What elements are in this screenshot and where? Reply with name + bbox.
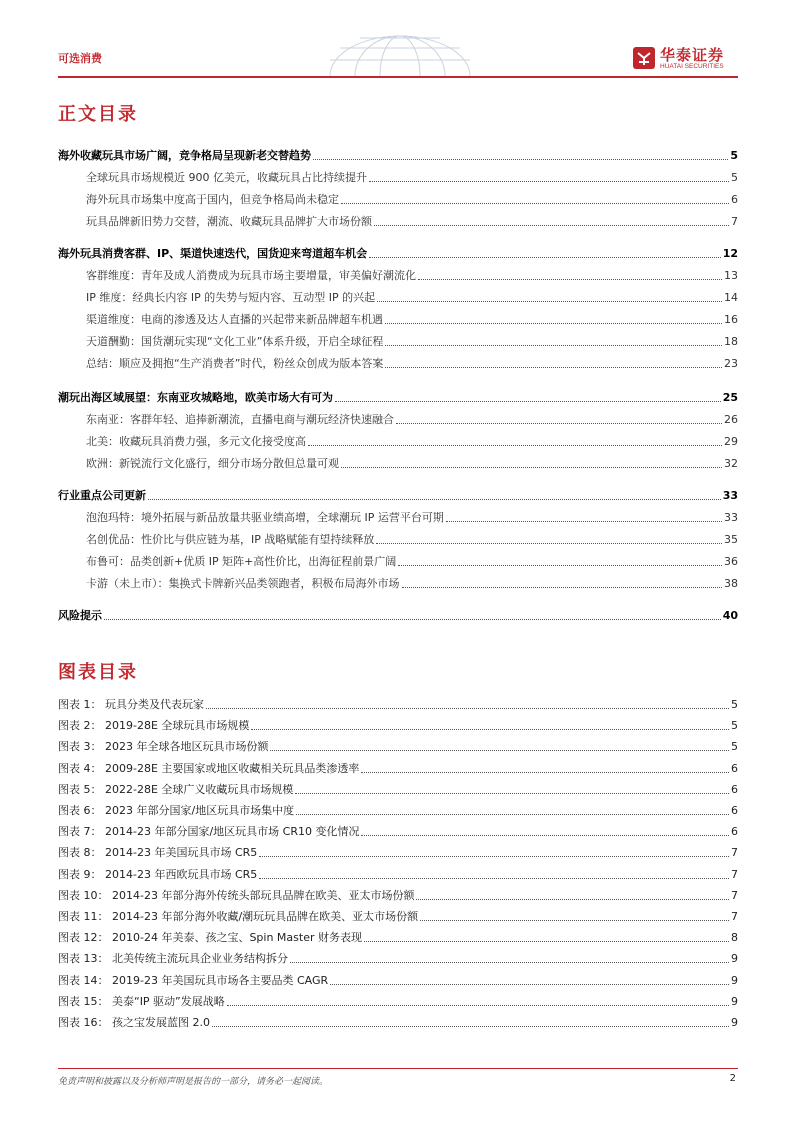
- figure-entry-text[interactable]: 图表 7： 2014-23 年部分国家/地区玩具市场 CR10 变化情况: [58, 825, 360, 839]
- figure-entry-page[interactable]: 5: [731, 698, 738, 711]
- toc-chapter-text[interactable]: 行业重点公司更新: [58, 489, 146, 502]
- toc-section-page[interactable]: 13: [724, 269, 738, 282]
- dot-leader: [385, 345, 722, 346]
- toc-chapter-text[interactable]: 风险提示: [58, 609, 102, 622]
- figure-entry[interactable]: [58, 799, 738, 819]
- toc-chapter-page[interactable]: 25: [722, 391, 738, 404]
- toc-section-page[interactable]: 6: [731, 193, 738, 206]
- dot-leader: [420, 920, 729, 921]
- footer-disclaimer: 免责声明和披露以及分析师声明是报告的一部分，请务必一起阅读。: [58, 1077, 329, 1087]
- dot-leader: [377, 301, 722, 302]
- figure-entry-text[interactable]: 图表 3： 2023 年全球各地区玩具市场份额: [58, 740, 269, 754]
- toc-chapter-text[interactable]: 潮玩出海区域展望：东南亚攻城略地，欧美市场大有可为: [58, 391, 333, 404]
- dot-leader: [212, 1026, 729, 1027]
- toc-section-text[interactable]: 布鲁可：品类创新+优质 IP 矩阵+高性价比，出海征程前景广阔: [86, 555, 397, 568]
- dot-leader: [313, 159, 728, 160]
- dot-leader: [361, 772, 729, 773]
- figure-entry[interactable]: [58, 757, 738, 777]
- toc-section-text[interactable]: 渠道维度：电商的渗透及达人直播的兴起带来新品牌超车机遇: [86, 313, 383, 326]
- dot-leader: [330, 984, 729, 985]
- dot-leader: [369, 257, 721, 258]
- dot-leader: [270, 750, 729, 751]
- toc-section-page[interactable]: 33: [724, 511, 738, 524]
- toc-section-page[interactable]: 38: [724, 577, 738, 590]
- figure-entry[interactable]: [58, 905, 738, 925]
- toc-section-page[interactable]: 23: [724, 357, 738, 370]
- figure-entry-text[interactable]: 图表 2： 2019-28E 全球玩具市场规模: [58, 719, 250, 733]
- figure-entry[interactable]: [58, 884, 738, 904]
- figure-entry[interactable]: [58, 714, 738, 734]
- toc-chapter[interactable]: [58, 604, 738, 624]
- figure-entry-page[interactable]: 7: [731, 867, 738, 881]
- toc-chapter-page[interactable]: 40: [722, 609, 738, 622]
- figure-entry-text[interactable]: 图表 13： 北美传统主流玩具企业业务结构拆分: [58, 952, 288, 966]
- toc-chapter-page[interactable]: 12: [722, 247, 738, 260]
- footer-divider: [58, 1068, 738, 1069]
- figure-entry[interactable]: [58, 926, 738, 946]
- toc-section-text[interactable]: 海外玩具市场集中度高于国内，但竞争格局尚未稳定: [86, 193, 339, 206]
- toc-section-text[interactable]: 名创优品：性价比与供应链为基，IP 战略赋能有望持续释放: [86, 533, 375, 546]
- brand-subtitle: HUATAI SECURITIES: [660, 63, 724, 70]
- dot-leader: [361, 835, 729, 836]
- dot-leader: [341, 203, 729, 204]
- figure-entry[interactable]: [58, 990, 738, 1010]
- dot-leader: [398, 565, 722, 566]
- toc-chapter-text[interactable]: 海外玩具消费客群、IP、渠道快速迭代，国货迎来弯道超车机会: [58, 247, 368, 260]
- figure-entry[interactable]: [58, 863, 738, 883]
- toc-section-text[interactable]: 泡泡玛特：境外拓展与新品放量共驱业绩高增，全球潮玩 IP 运营平台可期: [86, 511, 444, 524]
- toc-chapter-text[interactable]: 海外收藏玩具市场广阔，竞争格局呈现新老交替趋势: [58, 149, 311, 162]
- dot-leader: [369, 181, 729, 182]
- figure-entry[interactable]: [58, 841, 738, 861]
- dot-leader: [296, 814, 729, 815]
- toc-section-text[interactable]: IP 维度：经典长内容 IP 的失势与短内容、互动型 IP 的兴起: [86, 291, 376, 304]
- header-divider: [58, 76, 738, 78]
- toc-section[interactable]: [86, 210, 738, 230]
- figure-entry-page[interactable]: 6: [731, 804, 738, 817]
- toc-section[interactable]: [86, 330, 738, 350]
- dot-leader: [396, 423, 722, 424]
- figure-entry-page[interactable]: 9: [731, 1016, 738, 1029]
- figure-entry-text[interactable]: 图表 14： 2019-23 年美国玩具市场各主要品类 CAGR: [58, 973, 329, 987]
- toc-section-text[interactable]: 玩具品牌新旧势力交替，潮流、收藏玩具品牌扩大市场份额: [86, 215, 372, 228]
- toc-section[interactable]: [86, 352, 738, 372]
- dot-leader: [385, 367, 722, 368]
- dot-leader: [341, 467, 722, 468]
- toc-section[interactable]: [86, 408, 738, 428]
- figure-entry-text[interactable]: 图表 16： 孩之宝发展蓝图 2.0: [58, 1016, 210, 1029]
- toc-section-text[interactable]: 总结：顺应及拥抱“生产消费者”时代，粉丝众创成为版本答案: [86, 357, 384, 370]
- toc-section-page[interactable]: 29: [724, 435, 738, 448]
- toc-section[interactable]: [86, 286, 738, 306]
- dot-leader: [385, 323, 722, 324]
- toc-chapter[interactable]: [58, 386, 738, 406]
- toc-section[interactable]: [86, 550, 738, 570]
- figures-title: 图表目录: [58, 662, 138, 683]
- huatai-logo-icon: [632, 46, 656, 70]
- toc-chapter-page[interactable]: 33: [722, 489, 738, 502]
- figure-entry-page[interactable]: 7: [731, 888, 738, 902]
- toc-section-page[interactable]: 7: [731, 215, 738, 228]
- toc-title: 正文目录: [58, 104, 138, 125]
- dot-leader: [335, 401, 721, 402]
- figure-entry-text[interactable]: 图表 1： 玩具分类及代表玩家: [58, 698, 204, 711]
- toc-chapter-page[interactable]: 5: [730, 149, 738, 162]
- figure-entry-text[interactable]: 图表 12： 2010-24 年美泰、孩之宝、Spin Master 财务表现: [58, 931, 362, 945]
- toc-section-page[interactable]: 32: [724, 457, 738, 470]
- toc-section[interactable]: [86, 452, 738, 472]
- dot-leader: [416, 899, 729, 900]
- dot-leader: [402, 587, 723, 588]
- figure-entry-text[interactable]: 图表 5： 2022-28E 全球广义收藏玩具市场规模: [58, 782, 294, 796]
- toc-chapter[interactable]: [58, 242, 738, 262]
- toc-section[interactable]: [86, 308, 738, 328]
- figure-entry-text[interactable]: 图表 4： 2009-28E 主要国家或地区收藏相关玩具品类渗透率: [58, 761, 360, 775]
- toc-section[interactable]: [86, 188, 738, 208]
- dot-leader: [364, 941, 729, 942]
- figure-entry[interactable]: [58, 947, 738, 967]
- dot-leader: [259, 856, 729, 857]
- toc-section-text[interactable]: 东南亚：客群年轻、追捧新潮流，直播电商与潮玩经济快速融合: [86, 413, 394, 426]
- brand-name: 华泰证券: [660, 46, 725, 64]
- toc-chapter[interactable]: [58, 484, 738, 504]
- toc-section-page[interactable]: 26: [724, 413, 738, 426]
- figure-entry[interactable]: [58, 1011, 738, 1031]
- figure-entry[interactable]: [58, 693, 738, 713]
- toc-section[interactable]: [86, 430, 738, 450]
- toc-section[interactable]: [86, 506, 738, 526]
- toc-section[interactable]: [86, 528, 738, 548]
- figure-entry-page[interactable]: 9: [731, 973, 738, 987]
- dot-leader: [227, 1005, 729, 1006]
- toc-section-page[interactable]: 16: [724, 313, 738, 326]
- page-number: 2: [729, 1073, 736, 1084]
- dot-leader: [148, 499, 721, 500]
- toc-section-text[interactable]: 天道酬勤：国货潮玩实现“文化工业”体系升级，开启全球征程: [86, 335, 384, 348]
- dot-leader: [374, 225, 729, 226]
- toc-section[interactable]: [86, 572, 738, 592]
- globe-watermark-icon: [300, 30, 500, 76]
- dot-leader: [290, 962, 729, 963]
- figure-entry-text[interactable]: 图表 6： 2023 年部分国家/地区玩具市场集中度: [58, 804, 295, 817]
- figure-entry-page[interactable]: 6: [731, 825, 738, 839]
- toc-section-text[interactable]: 北美：收藏玩具消费力强，多元文化接受度高: [86, 435, 306, 448]
- toc-section-text[interactable]: 欧洲：新锐流行文化盛行，细分市场分散但总量可观: [86, 457, 339, 470]
- toc-section-page[interactable]: 5: [731, 171, 738, 184]
- figure-entry-text[interactable]: 图表 11： 2014-23 年部分海外收藏/潮玩玩具品牌在欧美、亚太市场份额: [58, 910, 419, 923]
- figure-entry-page[interactable]: 9: [731, 994, 738, 1008]
- dot-leader: [446, 521, 722, 522]
- sector-label: 可选消费: [58, 52, 102, 65]
- dot-leader: [251, 729, 729, 730]
- toc-section[interactable]: [86, 264, 738, 284]
- dot-leader: [308, 445, 722, 446]
- figure-entry-page[interactable]: 8: [731, 931, 738, 945]
- figure-entry-page[interactable]: 7: [731, 846, 738, 860]
- toc-section-page[interactable]: 35: [724, 533, 738, 546]
- figure-entry[interactable]: [58, 778, 738, 798]
- figure-entry-text[interactable]: 图表 8： 2014-23 年美国玩具市场 CR5: [58, 846, 258, 860]
- figure-entry-page[interactable]: 7: [731, 910, 738, 923]
- dot-leader: [376, 543, 722, 544]
- dot-leader: [206, 708, 729, 709]
- dot-leader: [259, 878, 729, 879]
- toc-section-text[interactable]: 卡游（未上市）：集换式卡牌新兴品类领跑者，积极布局海外市场: [86, 577, 400, 590]
- toc-section-page[interactable]: 18: [724, 335, 738, 348]
- figure-entry[interactable]: [58, 820, 738, 840]
- figure-entry-text[interactable]: 图表 15： 美泰“IP 驱动”发展战略: [58, 994, 225, 1008]
- figure-entry-page[interactable]: 5: [731, 719, 738, 733]
- figure-entry-page[interactable]: 5: [731, 740, 738, 754]
- toc-section-text[interactable]: 客群维度：青年及成人消费成为玩具市场主要增量，审美偏好潮流化: [86, 269, 416, 282]
- figure-entry[interactable]: [58, 969, 738, 989]
- toc-section-page[interactable]: 36: [724, 555, 738, 568]
- figure-entry-page[interactable]: 6: [731, 782, 738, 796]
- brand-logo: [632, 44, 738, 74]
- dot-leader: [295, 793, 729, 794]
- toc-section-text[interactable]: 全球玩具市场规模近 900 亿美元，收藏玩具占比持续提升: [86, 171, 367, 184]
- toc-section-page[interactable]: 14: [724, 291, 738, 304]
- figure-entry-page[interactable]: 6: [731, 761, 738, 775]
- figure-entry-text[interactable]: 图表 9： 2014-23 年西欧玩具市场 CR5: [58, 867, 258, 881]
- figure-entry[interactable]: [58, 735, 738, 755]
- toc-section[interactable]: [86, 166, 738, 186]
- figure-entry-page[interactable]: 9: [731, 952, 738, 966]
- dot-leader: [104, 619, 721, 620]
- figure-entry-text[interactable]: 图表 10： 2014-23 年部分海外传统头部玩具品牌在欧美、亚太市场份额: [58, 888, 415, 902]
- dot-leader: [418, 279, 722, 280]
- toc-chapter[interactable]: [58, 144, 738, 164]
